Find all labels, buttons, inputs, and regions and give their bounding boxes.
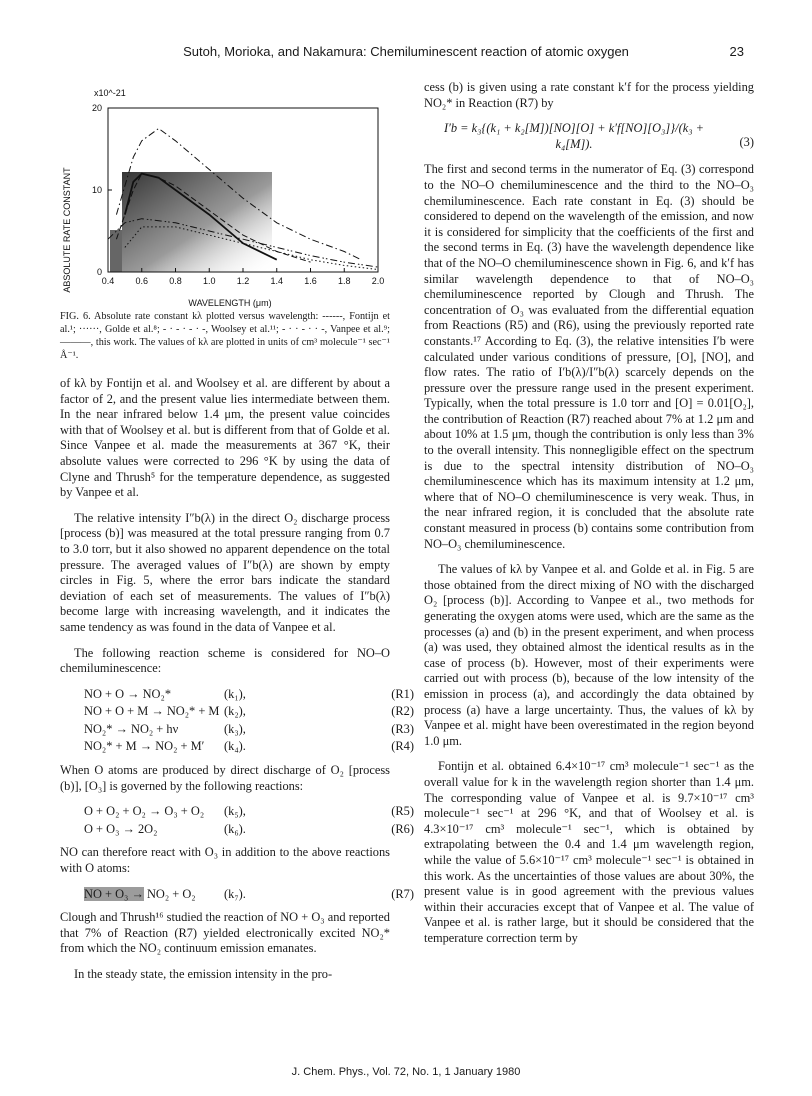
right-paragraph-2: The first and second terms in the numerator of Eq. (3) correspond to the NO–O chemiluminescence and the third to the NO–O₃ chemiluminescence. Each rate constant in Eq. (3) should be considered to depend on the wavelength of the emission, and now it is considered for simplicity that the coefficients of the first and the second terms in Eq. (3) have the wavelength dependence like that of the NO–O chemiluminescence shown in Fig. 6, and k′f has similar wavelength dependence to that of NO–O₃ chemiluminescence reported by Clough and Thrush. The concentration of O₃ was evaluated from the differential equation from Reactions (R5) and (R6), using the previously reported rate constants.¹⁷ According to Eq. (3), the relative intensities I′b were calculated under various conditions of pressure, [O], [NO], and flow rates. The ratio of I′b(λ)/I″b(λ) scarcely depends on the pressure over the pressure range used in the present experiment. Typically, when the total pressure is 1.0 torr and [O] = 0.01[O₂], the contribution of Reaction (R7) reached about 7% at 1.2 μm and about 10% at 1.5 μm, though the contribution is only less than 3% to the overall intensity. This nonnegligible effect on the spectrum is due to the spectral intensity distribution of NO–O₃ chemiluminescence which has its maximum intensity at 1.2 μm, where that of NO–O chemiluminescence is very weak. Thus, in the near infrared region, it is concluded that the absolute rate constant measured in process (b) contains some contribution from NO–O₃ chemiluminescence. — [424, 162, 754, 551]
right-paragraph-4: Fontijn et al. obtained 6.4×10⁻¹⁷ cm³ molecule⁻¹ sec⁻¹ as the overall value for k in the wavelength region shorter than 1.4 μm. The corresponding value of Vanpee et al. is 9.7×10⁻¹⁷ cm³ molecule⁻¹ sec⁻¹ at 296 °K, and that of Woolsey et al. is 4.3×10⁻¹⁷ cm³ molecule⁻¹ sec⁻¹, which is obtained by extrapolating between the 0.4 and 1.4 μm wavelength region, while the value of 5.6×10⁻¹⁷ cm³ molecule⁻¹ sec⁻¹ is obtained in this work. As the uncertainties of those values are about 30%, the present value is in good agreement with the previous values within their accuracies except that of Vanpee et al. The value of Vanpee et al. is rather large, but it should be considered that the temperature correction term by — [424, 759, 754, 945]
reaction-r3: NO₂* → NO₂ + hν (k₃), (R3) — [84, 721, 414, 736]
y-tick-label: 0 — [96, 267, 102, 277]
left-paragraph-5: NO can therefore react with O₃ in addition to the above reactions with O atoms: — [60, 845, 390, 876]
reaction-r1: NO + O → NO₂* (k₁), (R1) — [84, 686, 414, 701]
left-paragraph-1: of kλ by Fontijn et al. and Woolsey et al. are different by about a factor of 2, and the present value lies intermediate between them. In the near infrared below 1.4 μm, the present value coincides with that of Woolsey et al. but is different from that of Golde et al. Since Vanpee et al. made the measurements at 367 °K, their absolute values were corrected to 296 °K by using the data of Clyne and Thrush⁵ for the temperature dependence, as suggested by Vanpee et al. — [60, 376, 390, 500]
x-tick-label: 0.4 — [101, 276, 115, 286]
shaded-bar — [110, 230, 122, 272]
y-axis-label: ABSOLUTE RATE CONSTANT — [62, 167, 72, 293]
x-tick-label: 1.8 — [337, 276, 351, 286]
left-paragraph-4: When O atoms are produced by direct discharge of O₂ [process (b)], [O₃] is governed by the following reactions: — [60, 763, 390, 793]
left-paragraph-3: The following reaction scheme is considered for NO–O chemiluminescence: — [60, 645, 390, 676]
figure-6 — [60, 80, 390, 310]
x-tick-label: 0.8 — [169, 276, 182, 286]
right-paragraph-3: The values of kλ by Vanpee et al. and Golde et al. in Fig. 5 are those obtained from the direct mixing of NO with the discharged O₂ [process (b)]. According to Vanpee et al., two methods for generating the oxygen atoms were used, which are the same as the processes (a) and (b) in the present experiment, and when process (a) was used, they obtained almost the identical results as in the case of process (b). However, most of their experiments were carried out with process (b), because of the low intensity of the emission in process (a), and accordingly the data obtained by process (a) have a large uncertainty. Thus, the values of kλ by Vanpee et al. might have been overestimated in the region beyond 1.0 μm. — [424, 562, 754, 748]
x-tick-label: 1.6 — [304, 276, 317, 286]
right-column — [424, 80, 754, 956]
shaded-region — [122, 172, 272, 272]
left-paragraph-2: The relative intensity I″b(λ) in the direct O₂ discharge process [process (b)] was measured at the total pressure ranging from 0.7 to 3.0 torr, but it also showed no apparent dependence on the total pressure. The averaged values of I″b(λ) are shown by empty circles in Fig. 5, where the error bars indicate the standard deviation of each set of measurements. The values of I″b(λ) become large with increasing wavelength, and it indicates the same tendency as was found in the data of Vanpee et al. — [60, 510, 390, 634]
x-tick-label: 1.2 — [236, 276, 250, 286]
page-header — [0, 44, 812, 64]
equation-3 — [424, 121, 754, 152]
equation-text: I′b = k₃{(k₁ + k₂[M])[NO][O] + k′f[NO][O₃]}/(k₃ + k₄[M]). — [444, 121, 704, 151]
x-tick-label: 1.0 — [202, 276, 216, 286]
equation-number: (3) — [739, 135, 754, 150]
highlighted-text: NO + O₃ → — [84, 886, 144, 901]
left-paragraph-6: Clough and Thrush¹⁶ studied the reaction of NO + O₃ and reported that 7% of Reaction (R7) yielded electronically excited NO₂* from which the NO₂ continuum emission emanates. — [60, 910, 390, 956]
reaction-r5: O + O₂ + O₂ → O₃ + O₂ (k₅), (R5) — [84, 804, 414, 819]
x-tick-label: 0.6 — [135, 276, 149, 286]
figure-caption: FIG. 6. Absolute rate constant kλ plotted versus wavelength: ------, Fontijn et al.¹; ······, Golde et al.⁸; - · - · - · -, Woolsey et al.¹¹; - · · - · · -, Vanpee et al.⁹; ———, this work. The values of kλ are plotted in units of cm³ molecule⁻¹ sec⁻¹ Å⁻¹. — [60, 311, 390, 361]
left-column — [60, 80, 414, 993]
running-title: Sutoh, Morioka, and Nakamura: Chemiluminescent reaction of atomic oxygen — [183, 44, 629, 59]
reaction-r7: NO + O₃ → NO₂ + O₂ (k₇). (R7) — [84, 886, 414, 901]
reaction-r6: O + O₃ → 2O₂ (k₆). (R6) — [84, 821, 414, 836]
y-tick-label: 10 — [91, 185, 102, 195]
reaction-list-3 — [60, 886, 414, 903]
y-tick-label: 20 — [91, 103, 102, 113]
x-axis-label: WAVELENGTH (μm) — [188, 298, 272, 308]
left-paragraph-7: In the steady state, the emission intensity in the pro- — [74, 967, 333, 981]
reaction-r2: NO + O + M → NO₂* + M (k₂), (R2) — [84, 704, 414, 719]
right-paragraph-1: cess (b) is given using a rate constant k′f for the process yielding NO₂* in Reaction (R7) by — [424, 80, 754, 110]
reaction-list-1 — [60, 686, 414, 755]
reaction-r4: NO₂* + M → NO₂ + M′ (k₄). (R4) — [84, 739, 414, 754]
x-tick-label: 1.4 — [270, 276, 284, 286]
rate-constant-chart — [60, 80, 390, 310]
page-number: 23 — [729, 44, 744, 59]
journal-footer: J. Chem. Phys., Vol. 72, No. 1, 1 January 1980 — [291, 1066, 521, 1078]
reaction-list-2 — [60, 804, 414, 837]
x-tick-label: 2.0 — [371, 276, 385, 286]
y-multiplier: x10^-21 — [94, 88, 126, 98]
